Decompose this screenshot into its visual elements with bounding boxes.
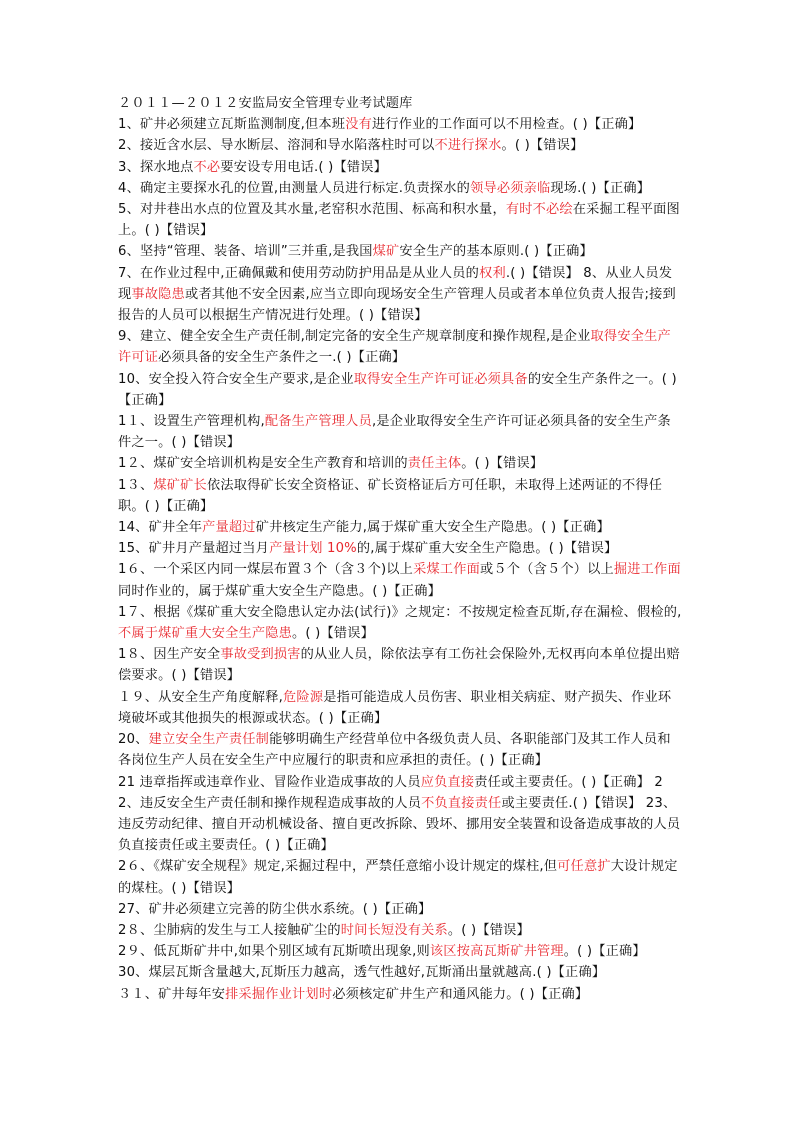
question-text: 。( )【正确】 xyxy=(563,944,646,960)
question-text: 1２、煤矿安全培训机构是安全生产教育和培训的 xyxy=(118,456,408,472)
question-text: 是指可能造成人员伤害、职业相关病症、财产损失、作业环境破坏或其他损失的根源或状态。( )【正确】 xyxy=(118,689,672,726)
highlighted-keyword: 建立安全生产责任制 xyxy=(148,732,270,748)
highlighted-keyword: 该区按高瓦斯矿井管理 xyxy=(429,944,564,960)
question-item xyxy=(118,941,684,962)
question-item xyxy=(118,772,684,857)
question-text: 的从业人员，除依法享有工伤社会保险外,无权再向本单位提出赔偿要求。( )【错误】 xyxy=(118,647,680,684)
question-item xyxy=(118,962,684,983)
highlighted-keyword: 产量超过 xyxy=(202,520,256,536)
question-item xyxy=(118,157,684,178)
highlighted-keyword: 不进行探水 xyxy=(434,138,502,154)
question-text: 。( )【错误】 xyxy=(447,922,530,938)
highlighted-keyword: 应负直接 xyxy=(420,774,475,790)
question-text: 2９、低瓦斯矿井中,如果个别区域有瓦斯喷出现象,则 xyxy=(118,944,430,960)
highlighted-keyword: 事故隐患 xyxy=(131,286,185,302)
highlighted-keyword: 不属于煤矿重大安全生产隐患 xyxy=(118,626,293,642)
question-text: 21 违章指挥或违章作业、冒险作业造成事故的人员 xyxy=(118,774,421,790)
document-body xyxy=(118,93,684,1005)
highlighted-keyword: 危险源 xyxy=(283,689,324,705)
question-item xyxy=(118,729,684,771)
question-text: 10、安全投入符合安全生产要求,是企业 xyxy=(118,371,354,387)
highlighted-keyword: 煤矿矿长 xyxy=(153,477,207,493)
question-text: 2、接近含水层、导水断层、溶洞和导水陷落柱时可以 xyxy=(118,138,435,154)
question-item xyxy=(118,559,684,601)
question-text: 责任或主要责任。( )【正确】 22、违反安全生产责任制和操作规程造成事故的人员 xyxy=(118,774,663,811)
highlighted-keyword: 没有 xyxy=(345,117,372,133)
question-item xyxy=(118,411,684,453)
question-text: ３１、矿井每年安 xyxy=(118,986,226,1002)
question-text: 。( )【错误】 xyxy=(292,626,375,642)
question-text: 在采掘工程平面图上。( )【错误】 xyxy=(118,202,680,239)
highlighted-keyword: 不必 xyxy=(193,159,221,175)
question-text: 3、探水地点 xyxy=(118,159,194,175)
question-text: .( )【错误】 8、从业人员发现 xyxy=(118,265,673,302)
question-text: 6、坚持“管理、装备、培训”三并重,是我国 xyxy=(118,244,373,260)
question-item xyxy=(118,644,684,686)
question-item xyxy=(118,178,684,199)
question-text: 7、在作业过程中,正确佩戴和使用劳动防护用品是从业人员的 xyxy=(118,265,480,281)
question-item xyxy=(118,984,684,1005)
highlighted-keyword: 不负直接责任 xyxy=(421,795,502,811)
question-text: 大设计规定的煤柱。( )【错误】 xyxy=(118,859,678,896)
question-item xyxy=(118,199,684,241)
question-text: 27、矿井必须建立完善的防尘供水系统。( )【正确】 xyxy=(118,901,432,917)
question-text: 的安全生产条件之一。( )【正确】 xyxy=(118,371,677,408)
question-item xyxy=(118,369,684,411)
document-title: ２０１１—２０１２安监局安全管理专业考试题库 xyxy=(118,96,413,111)
question-item xyxy=(118,263,684,327)
question-text: 矿井核定生产能力,属于煤矿重大安全生产隐患。( )【正确】 xyxy=(255,520,610,536)
question-list xyxy=(118,114,684,1005)
highlighted-keyword: 产量计划 10% xyxy=(269,541,357,557)
question-text: 。( )【错误】 xyxy=(501,138,584,154)
question-text: 。( )【错误】 xyxy=(461,456,544,472)
question-text: 的,属于煤矿重大安全生产隐患。( )【错误】 xyxy=(356,541,618,557)
highlighted-keyword: 煤矿 xyxy=(372,244,400,260)
question-item xyxy=(118,899,684,920)
question-text: 20、 xyxy=(118,732,149,748)
question-item xyxy=(118,856,684,898)
question-text: 1３、 xyxy=(118,477,154,493)
question-text: 1、矿井必须建立瓦斯监测制度,但本班 xyxy=(118,117,346,133)
highlighted-keyword: 取得安全生产许可证 xyxy=(118,329,671,366)
highlighted-keyword: 取得安全生产许可证必须具备 xyxy=(353,371,528,387)
question-text: １９、从安全生产角度解释, xyxy=(118,689,284,705)
highlighted-keyword: 责任主体 xyxy=(407,456,462,472)
question-item xyxy=(118,453,684,474)
question-item xyxy=(118,241,684,262)
highlighted-keyword: 时间长短没有关系 xyxy=(340,922,448,938)
question-text: 2８、尘肺病的发生与工人接触矿尘的 xyxy=(118,922,341,938)
question-item xyxy=(118,475,684,517)
question-text: 5、对井巷出水点的位置及其水量,老窑积水范围、标高和积水量， xyxy=(118,202,506,218)
question-item xyxy=(118,326,684,368)
question-text: 或主要责任.( )【错误】 23、违反劳动纪律、擅自开动机械设备、擅自更改拆除、毁坏、挪用安全装置和设备造成事故的人员负直接责任或主要责任。( )【正确】 xyxy=(118,795,681,854)
highlighted-keyword: 事故受到损害 xyxy=(220,647,301,663)
question-text: 1６、一个采区内同一煤层布置３个（含３个)以上 xyxy=(118,562,414,578)
highlighted-keyword: 权利 xyxy=(479,265,506,281)
question-text: 必须具备的安全生产条件之一.( )【正确】 xyxy=(158,350,406,366)
question-item xyxy=(118,602,684,644)
question-text: 1７、根据《煤矿重大安全隐患认定办法(试行)》之规定：不按规定检查瓦斯,存在漏检、假检的, xyxy=(118,604,682,620)
question-text: 1８、因生产安全 xyxy=(118,647,221,663)
highlighted-keyword: 可任意扩 xyxy=(557,859,611,875)
question-text: ,是企业取得安全生产许可证必须具备的安全生产条件之一。( )【错误】 xyxy=(118,414,671,451)
highlighted-keyword: 掘进工作面 xyxy=(613,562,681,578)
question-text: 2６、《煤矿安全规程》规定,采掘过程中，严禁任意缩小设计规定的煤柱,但 xyxy=(118,859,558,875)
question-text: 15、矿井月产量超过当月 xyxy=(118,541,270,557)
question-text: 4、确定主要探水孔的位置,由测量人员进行标定.负责探水的 xyxy=(118,180,471,196)
question-text: 或５个（含５个）以上 xyxy=(480,562,614,578)
question-text: 安全生产的基本原则.( )【正确】 xyxy=(399,244,593,260)
question-text: 1１、设置生产管理机构, xyxy=(118,414,265,430)
highlighted-keyword: 配备生产管理人员 xyxy=(264,414,372,430)
question-text: 要安设专用电话.( )【错误】 xyxy=(220,159,388,175)
question-text: 14、矿井全年 xyxy=(118,520,203,536)
highlighted-keyword: 采煤工作面 xyxy=(413,562,481,578)
highlighted-keyword: 排采掘作业计划时 xyxy=(225,986,333,1002)
question-text: 能够明确生产经营单位中各级负责人员、各职能部门及其工作人员和各岗位生产人员在安全生产中应履行的职责和应承担的责任。( )【正确】 xyxy=(118,732,671,769)
question-item xyxy=(118,114,684,135)
question-text: 同时作业的，属于煤矿重大安全生产隐患。( )【正确】 xyxy=(118,583,441,599)
question-item xyxy=(118,135,684,156)
question-item xyxy=(118,538,684,559)
question-text: 依法取得矿长安全资格证、矿长资格证后方可任职，未取得上述两证的不得任职。( )【正确】 xyxy=(118,477,663,514)
question-text: 或者其他不安全因素,应当立即向现场安全生产管理人员或者本单位负责人报告;接到报告的人员可以根据生产情况进行处理。( )【错误】 xyxy=(118,286,676,324)
question-text: 30、煤层瓦斯含量越大,瓦斯压力越高，透气性越好,瓦斯涌出量就越高.( )【正确】 xyxy=(118,965,606,981)
question-text: 现场.( )【正确】 xyxy=(550,180,651,196)
question-text: 进行作业的工作面可以不用检查。( )【正确】 xyxy=(371,117,642,133)
question-item xyxy=(118,920,684,941)
question-item xyxy=(118,687,684,729)
question-text: 必须核定矿井生产和通风能力。( )【正确】 xyxy=(332,986,589,1002)
question-text: 9、建立、健全安全生产责任制,制定完备的安全生产规章制度和操作规程,是企业 xyxy=(118,329,591,345)
highlighted-keyword: 领导必须亲临 xyxy=(470,180,551,196)
highlighted-keyword: 有时不必绘 xyxy=(505,202,573,218)
question-item xyxy=(118,517,684,538)
